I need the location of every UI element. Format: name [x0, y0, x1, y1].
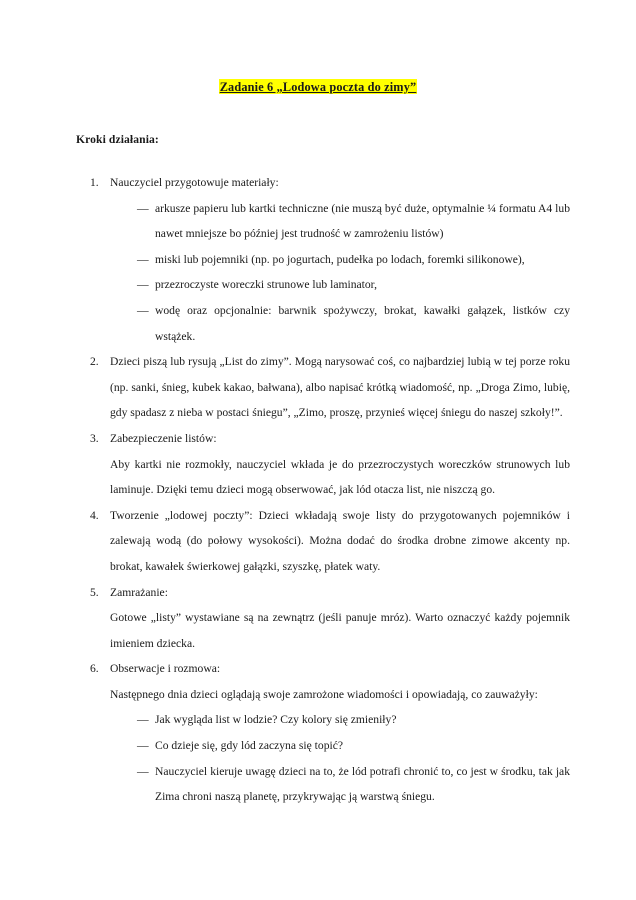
list-item-heading: Nauczyciel przygotowuje materiały: — [110, 176, 279, 189]
em-dash-bullet-icon: — — [137, 252, 149, 266]
list-item-text: Następnego dnia dzieci oglądają swoje zamrożone wiadomości i opowiadają, co zauważyły: — [110, 687, 538, 701]
sub-bullet-item — [110, 247, 570, 273]
list-item-number: 5. — [90, 585, 99, 599]
sub-bullet-item — [110, 196, 570, 247]
sub-bullet-text: Co dzieje się, gdy lód zaczyna się topić? — [155, 739, 344, 753]
steps-list — [0, 170, 636, 810]
em-dash-bullet-icon: — — [137, 764, 149, 778]
list-item-text: Tworzenie „lodowej poczty”: Dzieci wkładają swoje listy do przygotowanych pojemników i zalewają wodą (do połowy wysokości). Można dodać do środka drobne zimowe akcenty np. brokat, kawałek świerkowej gałązki, szyszkę, płatek waty. — [110, 508, 570, 573]
list-item — [0, 426, 636, 503]
sub-bullet-text: arkusze papieru lub kartki techniczne (nie muszą być duże, optymalnie ¼ formatu A4 lub nawet mniejsze bo później jest trudność w zamrożeniu listów) — [155, 201, 570, 241]
list-item-text: Dzieci piszą lub rysują „List do zimy”. Mogą narysować coś, co najbardziej lubią w tej porze roku (np. sanki, śnieg, kubek kakao, bałwana), albo napisać krótką wiadomość, np. „Droga Zimo, lubię, gdy spadasz z nieba w postaci śniegu”, „Zimo, proszę, przynieś więcej śniegu do naszej szkoły!”. — [110, 355, 570, 420]
sub-bullet-item — [110, 707, 570, 733]
sub-bullet-list — [110, 707, 570, 809]
list-item-number: 2. — [90, 355, 99, 369]
sub-bullet-text: wodę oraz opcjonalnie: barwnik spożywczy, brokat, kawałki gałązek, listków czy wstążek. — [155, 303, 570, 343]
list-item-text: Gotowe „listy” wystawiane są na zewnątrz (jeśli panuje mróz). Warto oznaczyć każdy pojemnik imieniem dziecka. — [110, 611, 570, 650]
list-item-number: 4. — [90, 508, 99, 522]
list-item-text: Aby kartki nie rozmokły, nauczyciel wkłada je do przezroczystych woreczków strunowych lub laminuje. Dzięki temu dzieci mogą obserwować, jak lód otacza list, nie niszczą go. — [110, 457, 570, 497]
sub-bullet-item — [110, 759, 570, 810]
sub-bullet-item — [110, 272, 570, 298]
sub-bullet-item — [110, 733, 570, 759]
em-dash-bullet-icon: — — [137, 201, 149, 215]
list-item-number: 3. — [90, 431, 99, 445]
list-item-heading: Zabezpieczenie listów: — [110, 431, 217, 445]
list-item — [0, 349, 636, 426]
em-dash-bullet-icon: — — [137, 278, 149, 292]
list-item-heading: Obserwacje i rozmowa: — [110, 662, 221, 676]
sub-bullet-text: Jak wygląda list w lodzie? Czy kolory się zmieniły? — [155, 713, 397, 727]
list-item — [0, 656, 636, 810]
list-item — [0, 503, 636, 580]
sub-bullet-list — [110, 196, 570, 350]
list-item — [0, 580, 636, 657]
list-item-heading: Zamrażanie: — [110, 585, 168, 599]
sub-bullet-text: przezroczyste woreczki strunowe lub laminator, — [155, 278, 377, 292]
em-dash-bullet-icon: — — [137, 739, 149, 753]
em-dash-bullet-icon: — — [137, 303, 149, 317]
list-item-number: 1. — [90, 176, 99, 189]
list-item-number: 6. — [90, 662, 99, 676]
section-heading: Kroki działania: — [76, 133, 159, 146]
list-item — [0, 170, 636, 349]
document-title-row — [0, 78, 636, 96]
sub-bullet-text: miski lub pojemniki (np. po jogurtach, pudełka po lodach, foremki silikonowe), — [155, 252, 525, 266]
em-dash-bullet-icon: — — [137, 713, 149, 727]
sub-bullet-text: Nauczyciel kieruje uwagę dzieci na to, że lód potrafi chronić to, co jest w środku, tak jak Zima chroni naszą planetę, przykrywając ją warstwą śniegu. — [155, 764, 570, 804]
page-title: Zadanie 6 „Lodowa poczta do zimy” — [219, 80, 417, 94]
sub-bullet-item — [110, 298, 570, 349]
